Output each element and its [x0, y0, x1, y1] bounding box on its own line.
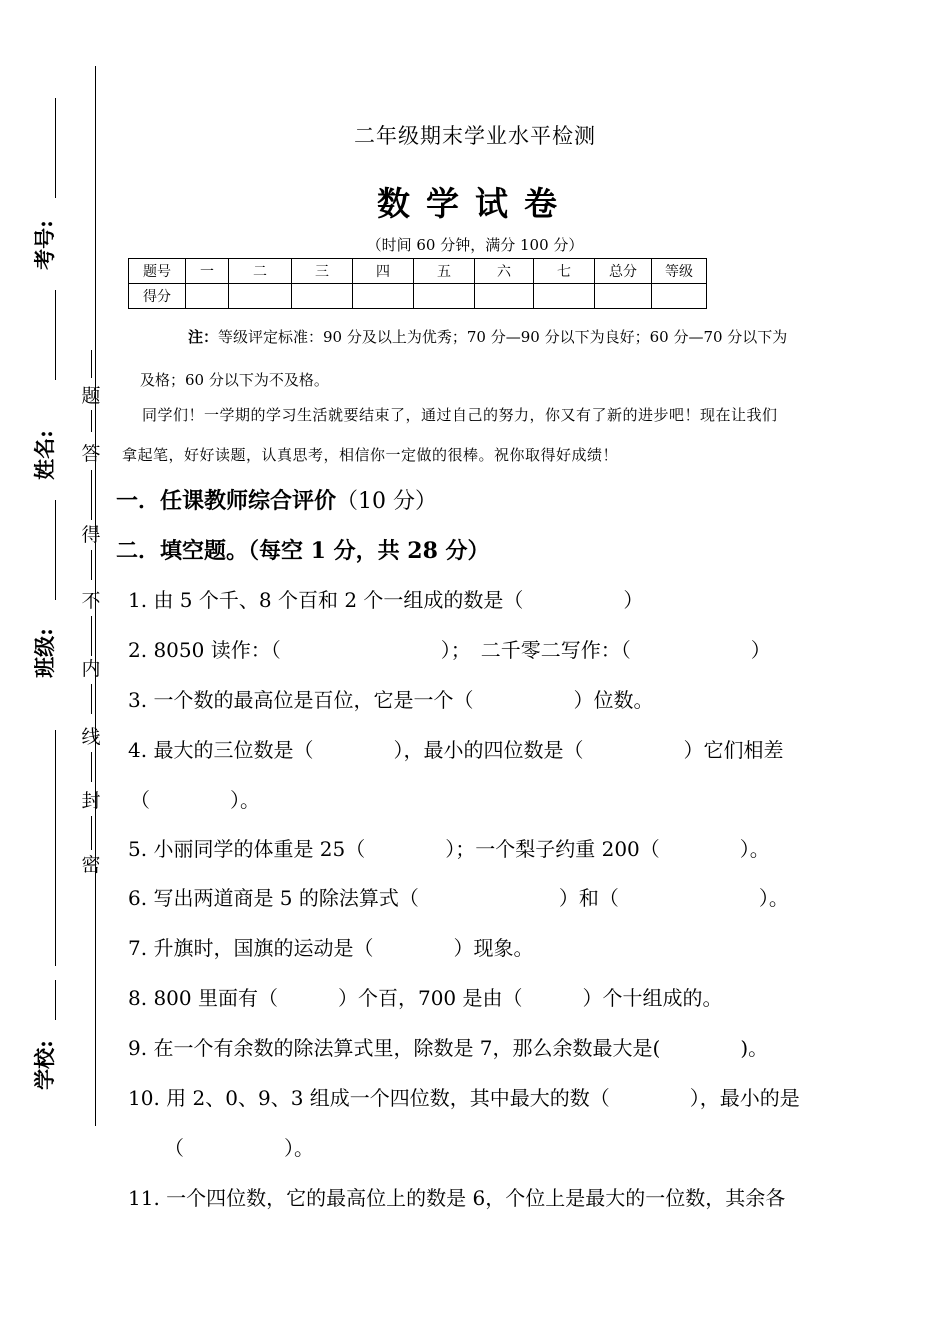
score-cell[interactable] — [414, 284, 475, 309]
score-cell[interactable] — [475, 284, 534, 309]
seal-char-da: 答 — [81, 443, 101, 465]
seal-char-feng: 封 — [81, 790, 101, 812]
section-1-heading — [116, 484, 437, 515]
score-table — [128, 258, 707, 309]
class-line — [55, 730, 56, 966]
seal-dash — [91, 410, 92, 432]
question-8: 8. 800 里面有（ ）个百，700 是由（ ）个十组成的。 — [128, 986, 723, 1010]
question-2: 2. 8050 读作：（ ）； 二千零二写作：（ ） — [128, 638, 771, 662]
score-table-header-cell: 七 — [534, 259, 595, 284]
question-3: 3. 一个数的最高位是百位，它是一个（ ）位数。 — [128, 688, 654, 712]
score-cell[interactable] — [292, 284, 353, 309]
score-table-header-cell: 四 — [353, 259, 414, 284]
section-2-heading: 二．填空题。（每空 1 分，共 28 分） — [116, 538, 490, 564]
question-4: 4. 最大的三位数是（ ），最小的四位数是（ ）它们相差 — [128, 738, 784, 762]
seal-dash-top — [91, 350, 92, 378]
section-1-title: 一．任课教师综合评价 — [116, 488, 337, 514]
score-table-row-label: 得分 — [129, 284, 186, 309]
class-label: 班级: — [32, 628, 57, 678]
seal-dash — [91, 616, 92, 656]
score-table-header-cell: 题号 — [129, 259, 186, 284]
score-table-header-cell: 二 — [229, 259, 292, 284]
grading-note-label: 注： — [188, 328, 219, 346]
seal-dash — [91, 684, 92, 714]
name-line — [55, 500, 56, 600]
score-table-header-cell: 一 — [186, 259, 229, 284]
seal-dash — [91, 816, 92, 850]
seal-char-de: 得 — [81, 524, 101, 546]
exam-title: 数学试卷 — [377, 184, 573, 223]
grading-note — [188, 327, 787, 347]
name-label: 姓名: — [32, 430, 57, 480]
score-table-header-cell: 三 — [292, 259, 353, 284]
score-cell[interactable] — [652, 284, 707, 309]
score-table-header-row — [129, 259, 707, 284]
seal-dash — [91, 752, 92, 782]
seal-dash — [91, 550, 92, 580]
score-table-header-cell: 五 — [414, 259, 475, 284]
exam-number-line-lower — [55, 290, 56, 380]
time-note: （时间 60 分钟，满分 100 分） — [366, 236, 584, 254]
question-7: 7. 升旗时，国旗的运动是（ ）现象。 — [128, 936, 534, 960]
score-cell[interactable] — [534, 284, 595, 309]
question-4-cont: （ ）。 — [130, 788, 260, 812]
question-6: 6. 写出两道商是 5 的除法算式（ ）和（ ）。 — [128, 886, 789, 910]
score-cell[interactable] — [595, 284, 652, 309]
section-1-points: （10 分） — [336, 489, 438, 514]
exam-subtitle: 二年级期末学业水平检测 — [354, 124, 596, 148]
score-table-score-row — [129, 284, 707, 309]
question-10: 10. 用 2、0、9、3 组成一个四位数，其中最大的数（ ），最小的是 — [128, 1086, 800, 1110]
score-table-header-cell: 六 — [475, 259, 534, 284]
score-cell[interactable] — [353, 284, 414, 309]
question-9: 9. 在一个有余数的除法算式里，除数是 7，那么余数最大是( )。 — [128, 1036, 769, 1060]
score-cell[interactable] — [229, 284, 292, 309]
exam-number-label: 考号: — [32, 220, 57, 270]
seal-char-bu: 不 — [81, 590, 101, 612]
question-5: 5. 小丽同学的体重是 25（ ）；一个梨子约重 200（ ）。 — [128, 837, 770, 861]
seal-dash — [91, 470, 92, 520]
grading-note-line1: 等级评定标准：90 分及以上为优秀；70 分—90 分以下为良好；60 分—70 分以下为 — [218, 328, 788, 346]
question-1: 1. 由 5 个千、8 个百和 2 个一组成的数是（ ） — [128, 588, 644, 612]
greeting-line2: 拿起笔，好好读题，认真思考，相信你一定做的很棒。祝你取得好成绩！ — [122, 446, 619, 464]
score-cell[interactable] — [186, 284, 229, 309]
score-table-header-cell: 总分 — [595, 259, 652, 284]
seal-char-xian: 线 — [81, 726, 101, 748]
seal-char-mi: 密 — [81, 854, 101, 876]
greeting-line1: 同学们！一学期的学习生活就要结束了，通过自己的努力，你又有了新的进步吧！现在让我们 — [142, 406, 778, 424]
seal-char-ti: 题 — [81, 385, 101, 407]
question-11: 11. 一个四位数，它的最高位上的数是 6，个位上是最大的一位数，其余各 — [128, 1186, 786, 1210]
score-table-header-cell: 等级 — [652, 259, 707, 284]
seal-char-nei: 内 — [81, 658, 101, 680]
school-line — [55, 980, 56, 1020]
school-label: 学校: — [32, 1040, 57, 1090]
grading-note-line2: 及格；60 分以下为不及格。 — [140, 371, 329, 389]
question-10-cont: （ ）。 — [164, 1136, 314, 1160]
